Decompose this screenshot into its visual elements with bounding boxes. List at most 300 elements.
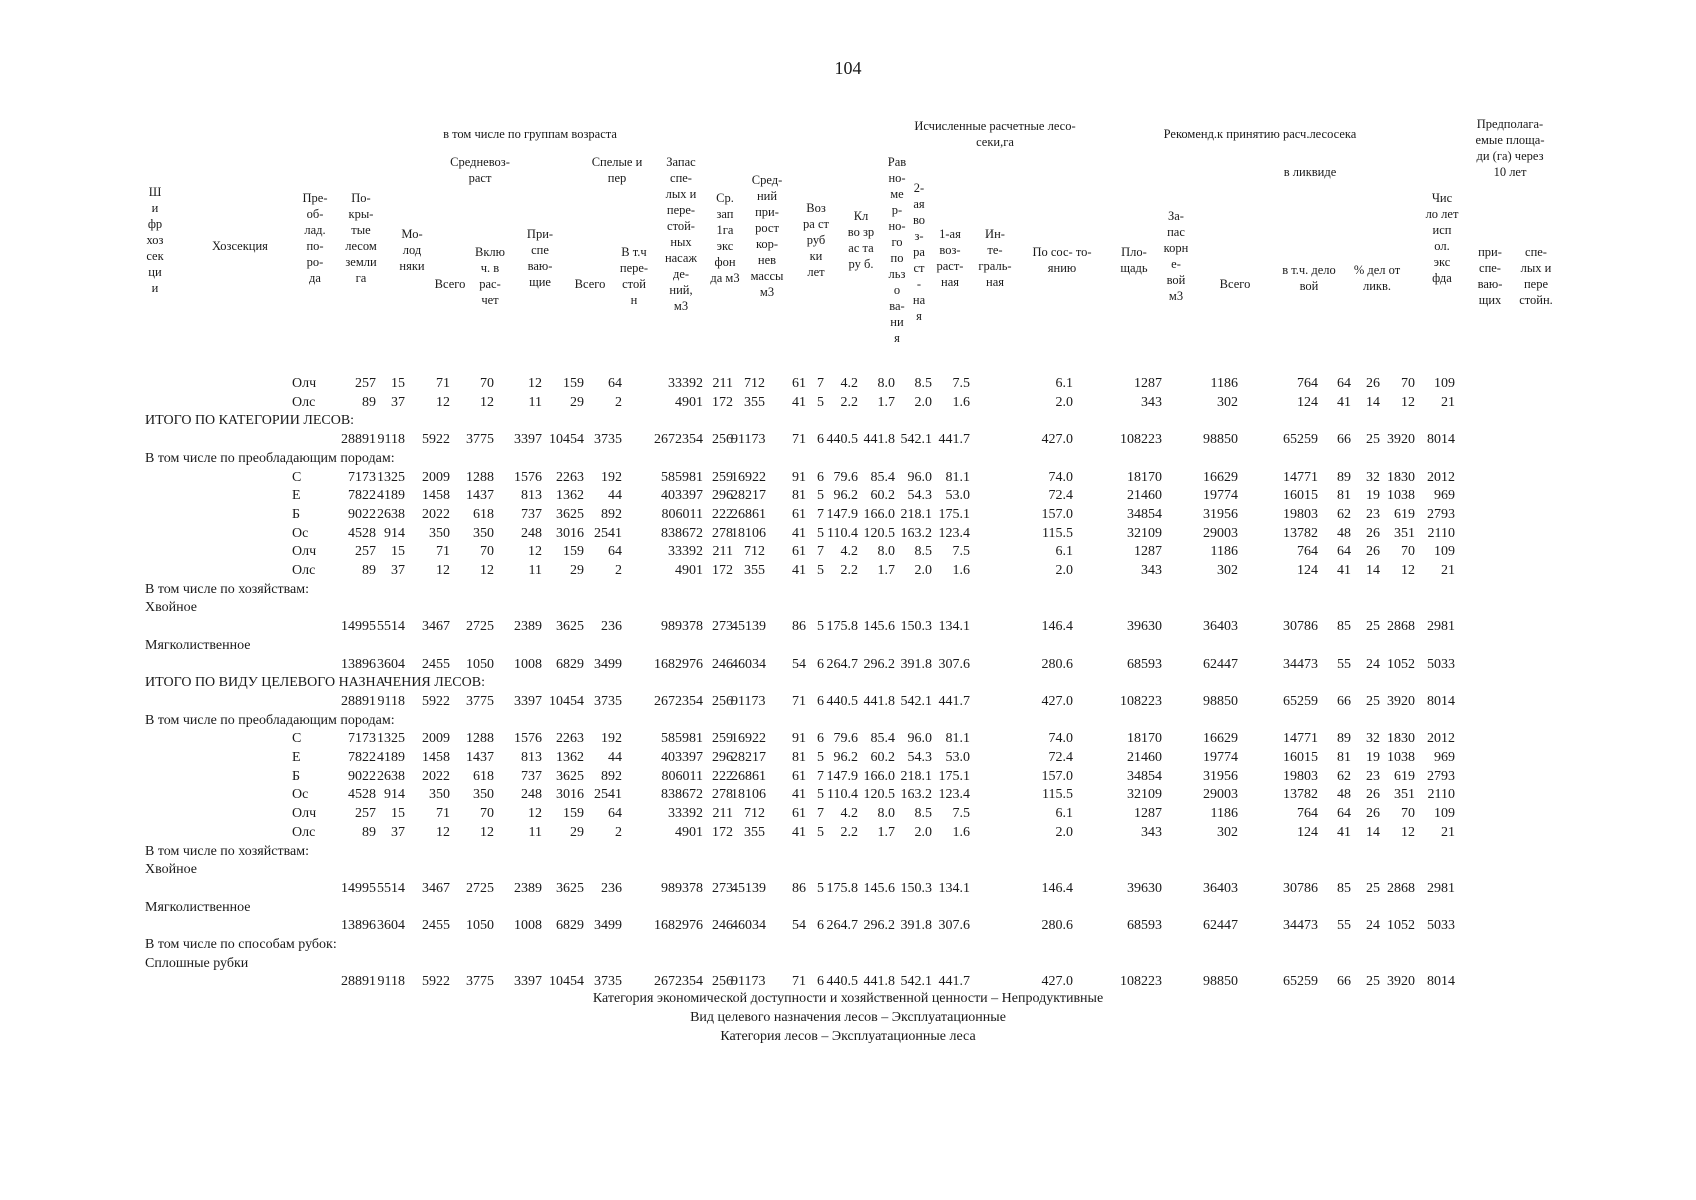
table-cell: 134.1	[938, 880, 970, 896]
table-cell: 81.1	[945, 731, 970, 747]
table-cell: 45139	[731, 619, 766, 635]
table-cell: 3604	[377, 656, 405, 672]
table-cell: 8014	[1427, 693, 1455, 709]
table-cell: 12	[528, 806, 542, 822]
table-cell: 34854	[1127, 768, 1162, 784]
table-cell: 166.0	[863, 768, 895, 784]
table-cell: 2.2	[840, 394, 858, 410]
table-cell: 12	[1401, 563, 1415, 578]
table-cell: 211	[712, 806, 733, 822]
table-cell: 441.8	[863, 432, 895, 448]
table-cell: 5	[817, 525, 824, 541]
table-cell: 91173	[731, 432, 766, 448]
footer-line-forest-category: Категория лесов – Эксплуатационные леса	[720, 1029, 976, 1044]
table-cell: 14	[1366, 563, 1380, 578]
table-cell: 109	[1434, 376, 1455, 391]
table-cell: 2389	[514, 880, 542, 896]
table-cell: 2263	[556, 731, 584, 747]
table-cell: 14771	[1283, 469, 1318, 485]
table-cell: 712	[744, 376, 765, 391]
table-cell: 1186	[1210, 376, 1238, 391]
table-cell: 26	[1366, 787, 1380, 803]
section-label: Хвойное	[145, 600, 197, 616]
species-cell: Е	[292, 488, 301, 504]
header-forecast: Предполага- емые площа- ди (га) через 10 лет	[1475, 117, 1545, 179]
table-cell: 70	[480, 806, 494, 822]
table-cell: 440.5	[826, 432, 858, 448]
table-cell: 85	[1337, 619, 1351, 635]
table-cell: 28891	[341, 974, 376, 990]
table-cell: 13896	[341, 918, 376, 934]
table-cell: 16015	[1283, 750, 1318, 765]
header-v-t-ch-perestoi: В т.ч пере- стой н	[619, 245, 649, 307]
table-cell: 4.2	[840, 544, 858, 560]
table-cell: 1052	[1387, 918, 1415, 934]
table-cell: 257	[355, 806, 376, 822]
table-cell: 85.4	[870, 731, 895, 747]
species-cell: Олс	[292, 824, 316, 840]
table-cell: 355	[744, 394, 765, 410]
table-cell: 838672	[661, 525, 703, 541]
section-label: В том числе по хозяйствам:	[145, 843, 309, 859]
table-cell: 2389	[514, 619, 542, 635]
table-cell: 296.2	[863, 656, 895, 672]
section-label: В том числе по преобладающим породам:	[145, 712, 395, 728]
table-cell: 2638	[377, 768, 405, 784]
table-cell: 31956	[1203, 768, 1238, 784]
table-cell: 257	[355, 544, 376, 560]
table-cell: 19803	[1283, 506, 1318, 522]
table-cell: 81.1	[945, 469, 970, 485]
table-cell: 15	[391, 806, 405, 822]
table-cell: 6	[817, 693, 824, 709]
table-cell: 7	[817, 376, 824, 391]
table-cell: 53.0	[945, 750, 970, 765]
table-cell: 10454	[549, 693, 584, 709]
table-cell: 79.6	[833, 731, 858, 747]
table-cell: 6.1	[1055, 544, 1073, 560]
header-sr-zapas: Ср. зап 1га экс фон да м3	[710, 191, 740, 285]
table-cell: 1288	[466, 731, 494, 747]
table-cell: 70	[1401, 376, 1415, 391]
table-cell: 24	[1366, 918, 1380, 934]
table-cell: 619	[1394, 768, 1415, 784]
table-cell: 96.0	[907, 731, 932, 747]
table-cell: 764	[1297, 806, 1318, 822]
table-cell: 280.6	[1041, 656, 1073, 672]
table-cell: 64	[608, 806, 622, 822]
table-cell: 6	[817, 469, 824, 485]
header-hozsekciya: Хозсекция	[212, 239, 268, 253]
table-cell: 3775	[466, 693, 494, 709]
table-cell: 16015	[1283, 488, 1318, 504]
table-cell: 5	[817, 394, 824, 410]
table-cell: 98850	[1203, 693, 1238, 709]
table-cell: 109	[1434, 544, 1455, 560]
table-cell: 29	[570, 563, 584, 578]
table-cell: 989378	[661, 619, 703, 635]
table-cell: 53.0	[945, 488, 970, 504]
table-cell: 1038	[1387, 488, 1415, 504]
table-cell: 296	[712, 488, 733, 504]
table-cell: 21	[1441, 563, 1455, 578]
table-cell: 259	[712, 469, 733, 485]
table-cell: 14995	[341, 880, 376, 896]
table-cell: 29	[570, 394, 584, 410]
footer-line-purpose: Вид целевого назначения лесов – Эксплуатационные	[690, 1010, 1006, 1025]
table-cell: 5514	[377, 619, 405, 635]
table-cell: 2009	[422, 731, 450, 747]
table-cell: 542.1	[900, 974, 932, 990]
table-cell: 296	[712, 750, 733, 765]
table-cell: 28217	[731, 488, 766, 504]
table-cell: 28891	[341, 693, 376, 709]
table-cell: 2.0	[914, 394, 932, 410]
table-cell: 159	[563, 376, 584, 391]
table-cell: 146.4	[1041, 619, 1073, 635]
table-cell: 46034	[731, 656, 766, 672]
table-cell: 441.7	[938, 432, 970, 448]
table-cell: 45139	[731, 880, 766, 896]
table-cell: 85.4	[870, 469, 895, 485]
table-cell: 4189	[377, 750, 405, 765]
table-cell: 123.4	[938, 787, 970, 803]
table-cell: 1576	[514, 731, 542, 747]
table-cell: 441.7	[938, 693, 970, 709]
table-cell: 9118	[377, 432, 405, 448]
table-cell: 2	[615, 563, 622, 578]
table-cell: 2981	[1427, 880, 1455, 896]
table-cell: 12	[436, 394, 450, 410]
table-cell: 8014	[1427, 974, 1455, 990]
header-in-liquid: в ликвиде	[1283, 165, 1337, 179]
table-cell: 6	[817, 432, 824, 448]
table-cell: 37	[391, 824, 405, 840]
table-cell: 5514	[377, 880, 405, 896]
table-cell: 18170	[1127, 731, 1162, 747]
table-cell: 2.0	[914, 563, 932, 578]
table-cell: 222	[712, 506, 733, 522]
table-cell: 79.6	[833, 469, 858, 485]
table-cell: 72.4	[1048, 488, 1073, 504]
table-cell: 13782	[1283, 525, 1318, 541]
table-cell: 5	[817, 563, 824, 578]
header-prispevayuschie: При- спе ваю- щие	[526, 227, 554, 289]
table-cell: 19774	[1203, 488, 1238, 504]
header-po-sostoyaniyu: По сос- то- янию	[1032, 245, 1092, 275]
table-cell: 246	[712, 656, 733, 672]
table-cell: 3016	[556, 525, 584, 541]
table-cell: 3499	[594, 918, 622, 934]
table-cell: 29	[570, 824, 584, 840]
table-cell: 5922	[422, 974, 450, 990]
table-cell: 96.2	[833, 750, 858, 765]
header-pokryt: По- кры- тые лесом земли га	[345, 191, 377, 285]
table-cell: 343	[1141, 824, 1162, 840]
table-cell: 427.0	[1041, 974, 1073, 990]
table-cell: 19774	[1203, 750, 1238, 765]
table-cell: 350	[473, 525, 494, 541]
table-cell: 350	[473, 787, 494, 803]
table-cell: 248	[521, 787, 542, 803]
table-cell: 71	[436, 806, 450, 822]
table-cell: 96.2	[833, 488, 858, 504]
table-cell: 120.5	[863, 787, 895, 803]
table-cell: 24	[1366, 656, 1380, 672]
table-cell: 109	[1434, 806, 1455, 822]
table-cell: 33392	[668, 376, 703, 391]
table-cell: 48	[1337, 525, 1351, 541]
table-cell: 3775	[466, 974, 494, 990]
table-cell: 737	[521, 768, 542, 784]
table-cell: 44	[608, 750, 622, 765]
table-cell: 41	[1337, 824, 1351, 840]
table-cell: 712	[744, 806, 765, 822]
table-cell: 9118	[377, 974, 405, 990]
table-cell: 16629	[1203, 469, 1238, 485]
section-label: Мягколиственное	[145, 637, 251, 653]
table-cell: 3397	[514, 974, 542, 990]
table-cell: 256	[712, 974, 733, 990]
table-cell: 278	[712, 787, 733, 803]
header-chislo-let: Чис ло лет исп ол. экс фда	[1425, 191, 1459, 285]
table-cell: 7.5	[952, 806, 970, 822]
table-cell: 18106	[731, 525, 766, 541]
table-cell: 5	[817, 619, 824, 635]
species-cell: Е	[292, 750, 301, 765]
table-cell: 3625	[556, 506, 584, 522]
table-cell: 3735	[594, 693, 622, 709]
table-cell: 11	[528, 394, 542, 410]
table-cell: 618	[473, 768, 494, 784]
table-cell: 64	[1337, 376, 1351, 391]
table-cell: 5	[817, 880, 824, 896]
table-cell: 55	[1337, 918, 1351, 934]
table-cell: 280.6	[1041, 918, 1073, 934]
table-cell: 6	[817, 731, 824, 747]
table-cell: 7	[817, 506, 824, 522]
table-cell: 60.2	[870, 750, 895, 765]
table-cell: 1830	[1387, 469, 1415, 485]
table-cell: 81	[1337, 750, 1351, 765]
species-cell: Олч	[292, 544, 317, 560]
table-cell: 1186	[1210, 806, 1238, 822]
table-cell: 12	[1401, 824, 1415, 840]
table-cell: 12	[528, 544, 542, 560]
table-cell: 3920	[1387, 432, 1415, 448]
table-cell: 8.0	[877, 806, 895, 822]
table-cell: 6	[817, 656, 824, 672]
table-cell: 1458	[422, 750, 450, 765]
table-cell: 391.8	[900, 656, 932, 672]
table-cell: 62447	[1203, 918, 1238, 934]
table-cell: 110.4	[827, 525, 858, 541]
table-cell: 41	[792, 394, 806, 410]
table-cell: 2.0	[1055, 824, 1073, 840]
page-number: 104	[834, 58, 862, 78]
table-cell: 124	[1297, 563, 1318, 578]
table-cell: 32	[1366, 731, 1380, 747]
table-cell: 3604	[377, 918, 405, 934]
table-cell: 914	[384, 525, 405, 541]
table-cell: 2868	[1387, 619, 1415, 635]
table-cell: 273	[712, 619, 733, 635]
table-cell: 2868	[1387, 880, 1415, 896]
table-cell: 1.7	[877, 563, 895, 578]
table-cell: 222	[712, 768, 733, 784]
header-vsego-liq: Всего	[1219, 277, 1251, 291]
table-cell: 813	[521, 488, 542, 504]
table-cell: 36403	[1203, 880, 1238, 896]
table-cell: 19	[1366, 488, 1380, 504]
table-cell: 236	[601, 619, 622, 635]
table-cell: 124	[1297, 394, 1318, 410]
table-cell: 30786	[1283, 880, 1318, 896]
table-cell: 7173	[348, 731, 376, 747]
table-cell: 5	[817, 824, 824, 840]
table-cell: 5033	[1427, 656, 1455, 672]
table-cell: 72.4	[1048, 750, 1073, 765]
table-cell: 14	[1366, 394, 1380, 410]
table-cell: 62447	[1203, 656, 1238, 672]
table-cell: 6.1	[1055, 376, 1073, 391]
header-vtoraya: 2- ая во з- ра ст - на я	[912, 181, 926, 323]
table-cell: 14995	[341, 619, 376, 635]
header-prispev-10: при- спе- ваю- щих	[1477, 245, 1503, 307]
table-cell: 91	[792, 731, 806, 747]
section-label: Сплошные рубки	[145, 955, 249, 971]
table-cell: 585981	[661, 469, 703, 485]
species-cell: Б	[292, 506, 301, 522]
table-cell: 296.2	[863, 918, 895, 934]
table-cell: 91	[792, 469, 806, 485]
header-vkl-raschet: Вклю ч. в рас- чет	[475, 245, 505, 307]
table-cell: 2455	[422, 656, 450, 672]
table-cell: 26861	[731, 506, 766, 522]
table-cell: 2981	[1427, 619, 1455, 635]
table-cell: 89	[1337, 469, 1351, 485]
species-cell: Олс	[292, 563, 316, 578]
table-cell: 838672	[661, 787, 703, 803]
table-cell: 5033	[1427, 918, 1455, 934]
table-cell: 403397	[661, 488, 703, 504]
table-cell: 350	[429, 525, 450, 541]
table-cell: 13782	[1283, 787, 1318, 803]
table-cell: 3735	[594, 432, 622, 448]
table-cell: 2725	[466, 880, 494, 896]
table-cell: 61	[792, 806, 806, 822]
table-cell: 256	[712, 693, 733, 709]
table-cell: 6.1	[1055, 806, 1073, 822]
table-cell: 1362	[556, 750, 584, 765]
table-cell: 2.0	[1055, 563, 1073, 578]
table-cell: 5	[817, 488, 824, 504]
table-cell: 764	[1297, 376, 1318, 391]
table-cell: 3920	[1387, 974, 1415, 990]
section-label: В том числе по преобладающим породам:	[145, 450, 395, 466]
table-cell: 33392	[668, 544, 703, 560]
table-cell: 115.5	[1042, 525, 1073, 541]
table-cell: 150.3	[900, 619, 932, 635]
table-cell: 259	[712, 731, 733, 747]
table-cell: 3775	[466, 432, 494, 448]
table-cell: 1682976	[654, 918, 703, 934]
table-cell: 2110	[1427, 787, 1455, 803]
table-cell: 25	[1366, 880, 1380, 896]
species-cell: Олч	[292, 376, 317, 391]
table-cell: 65259	[1283, 693, 1318, 709]
table-cell: 1682976	[654, 656, 703, 672]
table-cell: 8.5	[914, 376, 932, 391]
table-cell: 23	[1366, 506, 1380, 522]
table-cell: 108223	[1120, 432, 1162, 448]
table-cell: 3625	[556, 880, 584, 896]
table-cell: 10454	[549, 432, 584, 448]
table-cell: 3499	[594, 656, 622, 672]
header-ripe: Спелые и пер	[591, 155, 643, 185]
table-cell: 10454	[549, 974, 584, 990]
table-cell: 65259	[1283, 432, 1318, 448]
table-cell: 25	[1366, 432, 1380, 448]
table-cell: 1325	[377, 731, 405, 747]
table-cell: 2.0	[1055, 394, 1073, 410]
table-cell: 150.3	[900, 880, 932, 896]
table-cell: 41	[792, 525, 806, 541]
table-cell: 307.6	[938, 918, 970, 934]
table-cell: 36403	[1203, 619, 1238, 635]
table-cell: 157.0	[1041, 768, 1073, 784]
table-cell: 175.1	[938, 768, 970, 784]
table-cell: 302	[1217, 563, 1238, 578]
table-cell: 70	[1401, 544, 1415, 560]
section-label: ИТОГО ПО ВИДУ ЦЕЛЕВОГО НАЗНАЧЕНИЯ ЛЕСОВ:	[145, 675, 485, 691]
table-cell: 3735	[594, 974, 622, 990]
table-cell: 18170	[1127, 469, 1162, 485]
table-cell: 71	[792, 974, 806, 990]
footer-line-category: Категория экономической доступности и хозяйственной ценности – Непродуктивные	[592, 991, 1104, 1006]
table-cell: 2022	[422, 768, 450, 784]
table-cell: 248	[521, 525, 542, 541]
table-cell: 71	[792, 432, 806, 448]
table-cell: 70	[480, 544, 494, 560]
table-cell: 48	[1337, 787, 1351, 803]
table-cell: 1287	[1134, 806, 1162, 822]
table-cell: 3625	[556, 619, 584, 635]
header-zapas-spelyh: Запас спе- лых и пере- стой- ных насаж де- ний, м3	[664, 155, 698, 313]
table-cell: 32109	[1127, 525, 1162, 541]
table-cell: 91173	[731, 974, 766, 990]
table-cell: 26	[1366, 525, 1380, 541]
table-cell: 343	[1141, 563, 1162, 578]
table-cell: 12	[436, 563, 450, 578]
table-cell: 4189	[377, 488, 405, 504]
table-cell: 172	[712, 394, 733, 410]
table-cell: 6829	[556, 918, 584, 934]
table-cell: 41	[792, 824, 806, 840]
table-cell: 2.2	[840, 563, 858, 578]
table-cell: 31956	[1203, 506, 1238, 522]
table-cell: 813	[521, 750, 542, 765]
table-cell: 5922	[422, 693, 450, 709]
table-cell: 145.6	[863, 619, 895, 635]
table-cell: 134.1	[938, 619, 970, 635]
table-cell: 403397	[661, 750, 703, 765]
table-cell: 2022	[422, 506, 450, 522]
table-cell: 25	[1366, 974, 1380, 990]
table-cell: 11	[528, 563, 542, 578]
table-cell: 1038	[1387, 750, 1415, 765]
table-cell: 26	[1366, 544, 1380, 560]
